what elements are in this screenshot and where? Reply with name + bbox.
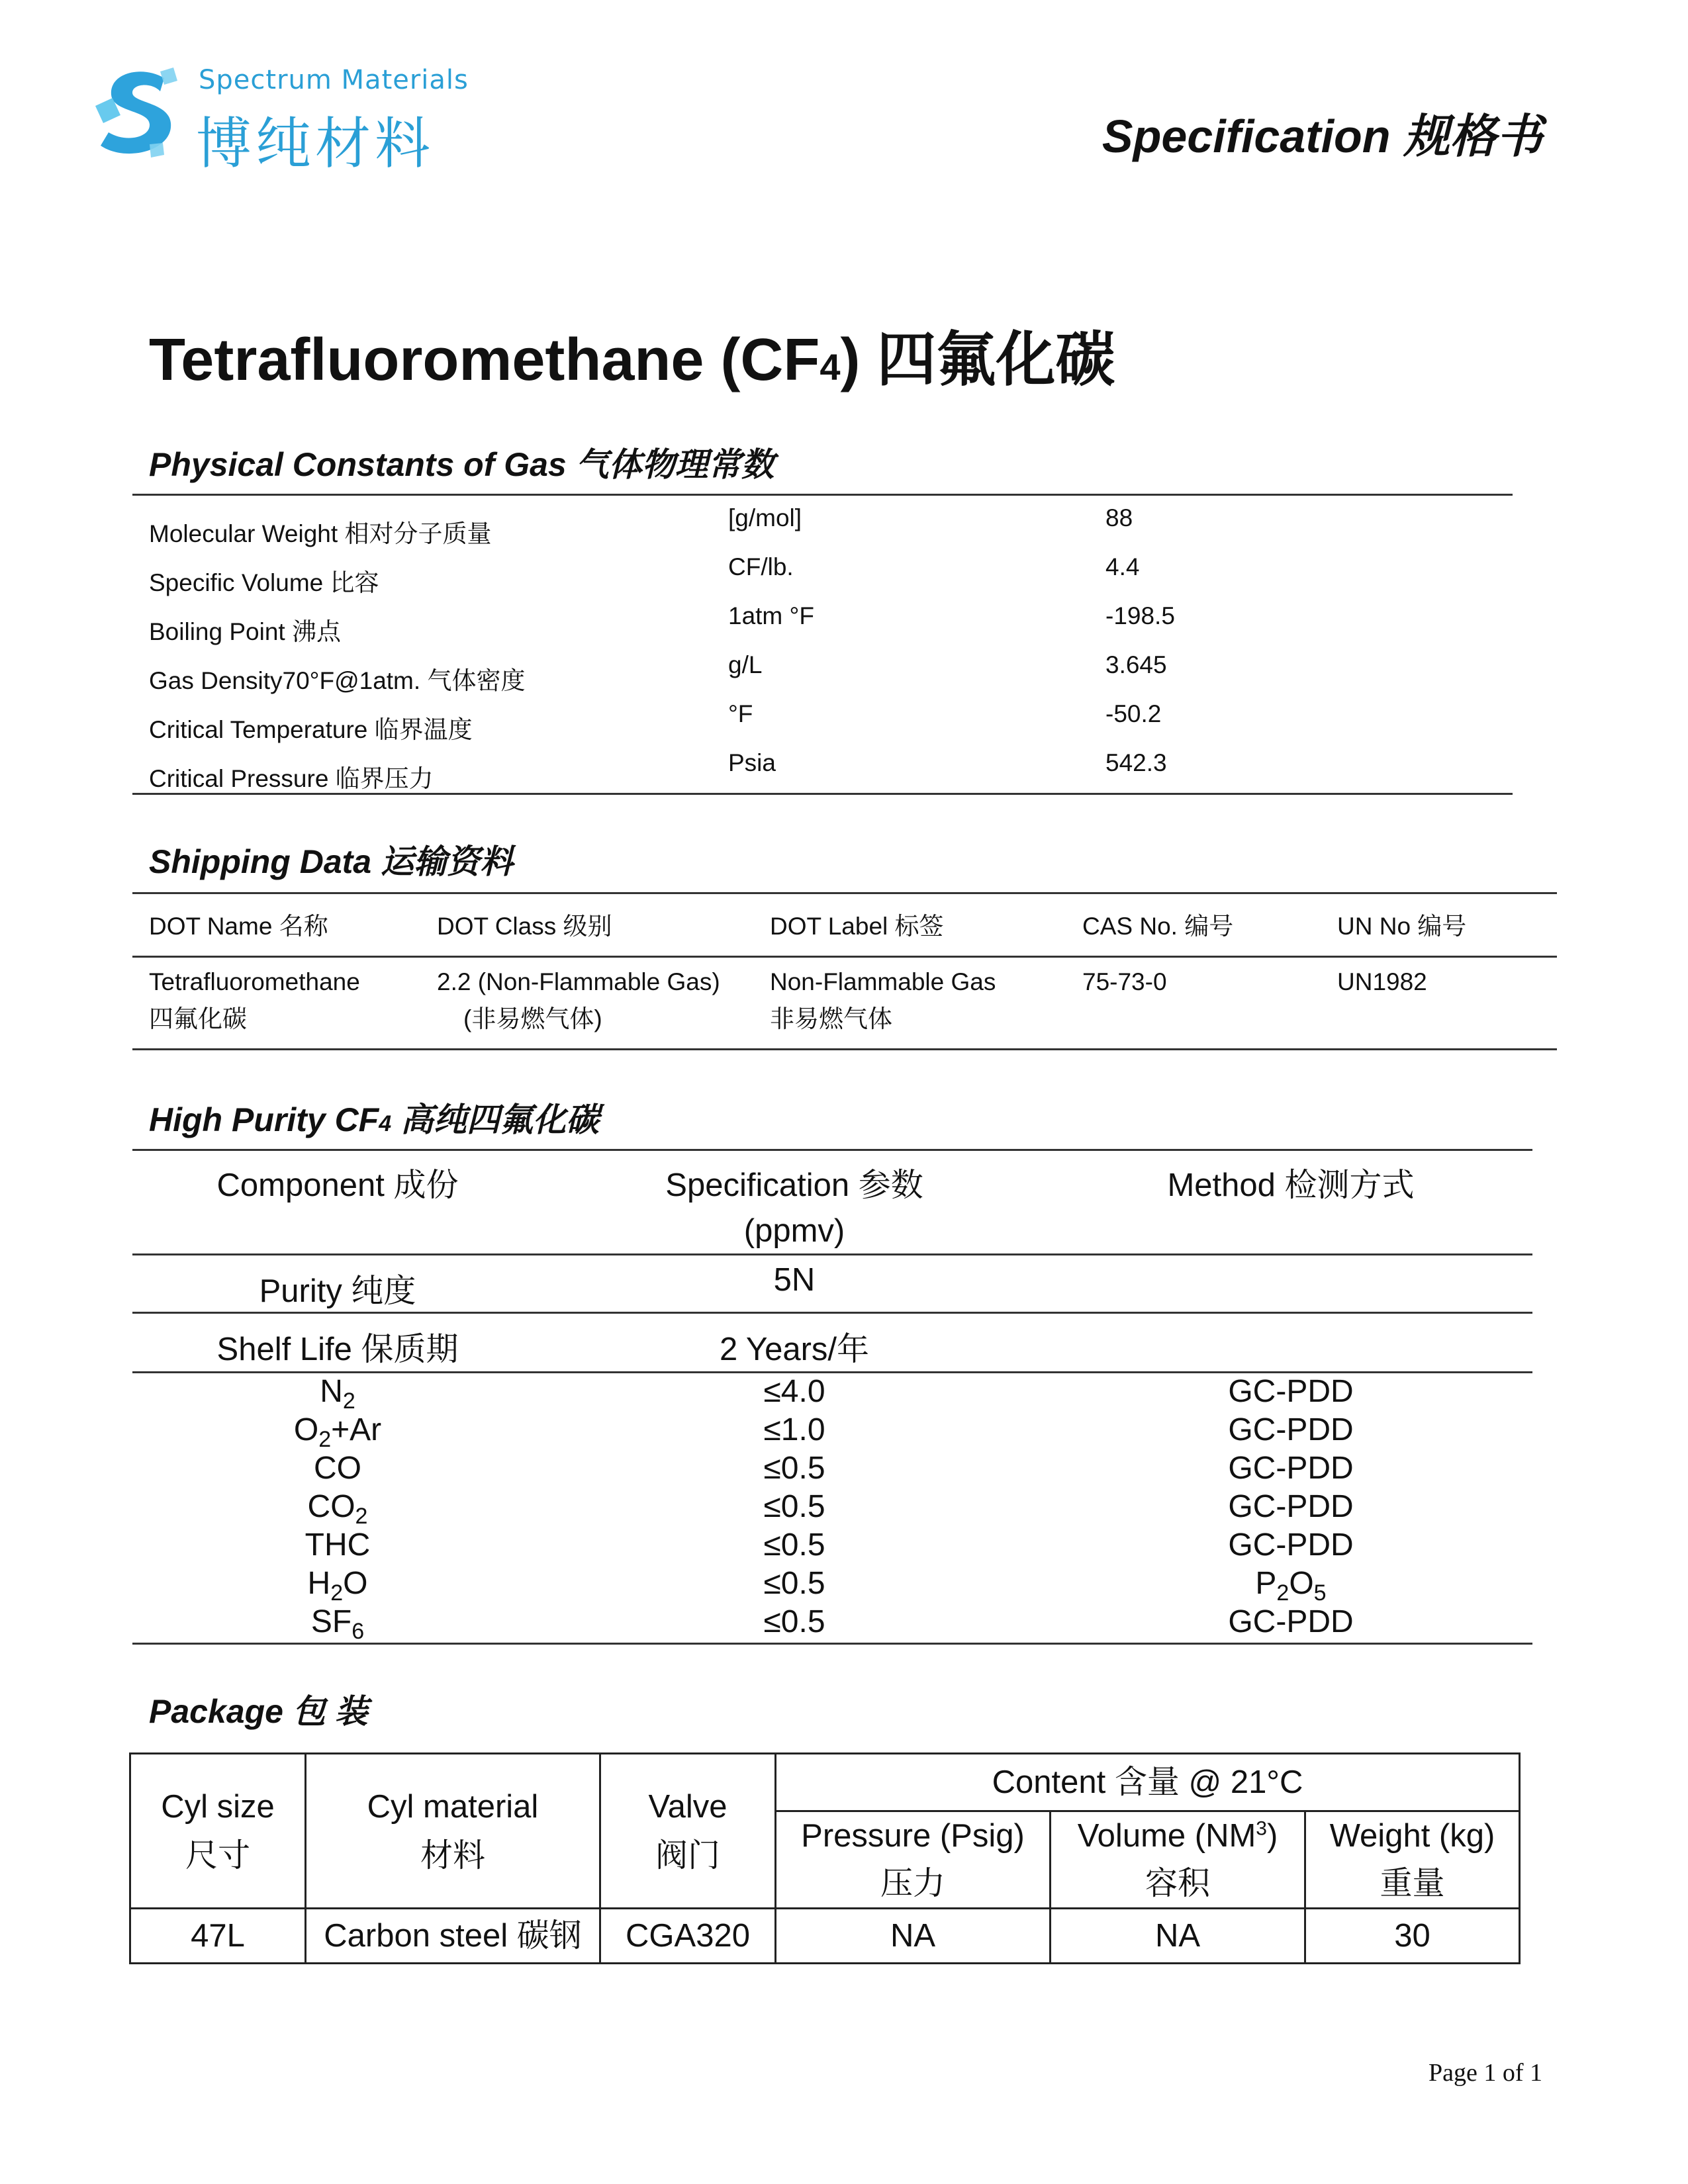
shipping-heading: Shipping Data 运输资料 [149, 843, 513, 880]
shipping-value [437, 964, 720, 1038]
document-title-main: Tetrafluoromethane (CF [149, 327, 820, 393]
impurity-row [0, 1488, 1688, 1529]
method-part: GC-PDD [1228, 1527, 1354, 1563]
method-part: GC-PDD [1228, 1604, 1354, 1639]
volume-label-part: ) [1266, 1818, 1278, 1854]
impurity-row [0, 1411, 1688, 1452]
physical-row [149, 598, 1513, 647]
document-title [149, 311, 1115, 397]
impurity-row [0, 1603, 1688, 1644]
header-label: Pressure (Psig) [801, 1818, 1025, 1854]
physical-row [149, 549, 1513, 598]
header-label: Valve [648, 1788, 727, 1825]
impurity-row [0, 1565, 1688, 1606]
header-label: Cyl size [161, 1788, 275, 1825]
physical-value: -50.2 [1105, 700, 1162, 727]
physical-name: Molecular Weight 相对分子质量 [149, 520, 492, 547]
physical-value: 3.645 [1105, 651, 1167, 678]
physical-unit: CF/lb. [728, 553, 794, 580]
physical-constants-heading: Physical Constants of Gas 气体物理常数 [149, 446, 774, 483]
impurity-spec: ≤0.5 [763, 1566, 825, 1601]
impurity-spec: ≤4.0 [763, 1374, 825, 1409]
shipping-value-line: 非易燃气体 [770, 1005, 892, 1032]
impurity-spec: ≤1.0 [763, 1412, 825, 1447]
header-label-cn: 重量 [1380, 1866, 1445, 1901]
formula-part: THC [305, 1527, 371, 1563]
shipping-header: UN No 编号 [1337, 913, 1467, 940]
column-header-component: Component 成份 [216, 1167, 459, 1203]
shelf-life-value: 2 Years/年 [719, 1332, 870, 1367]
physical-unit: [g/mol] [728, 504, 802, 531]
formula-part: CO [307, 1489, 355, 1524]
cell-weight: 30 [1305, 1909, 1520, 1964]
header-label-cn: 材料 [420, 1837, 485, 1874]
volume-label-superscript: 3 [1256, 1817, 1267, 1840]
formula-subscript: 2 [330, 1580, 344, 1606]
header-title: Specification 规格书 [1102, 111, 1542, 162]
shipping-value-line: Non-Flammable Gas [770, 968, 996, 995]
impurity-method [1046, 1603, 1536, 1644]
column-header-method: Method 检测方式 [1167, 1167, 1415, 1203]
divider [132, 892, 1557, 894]
method-part: O [1289, 1566, 1314, 1601]
shipping-value-line: 2.2 (Non-Flammable Gas) [437, 968, 720, 995]
shelf-life-label: Shelf Life 保质期 [216, 1332, 459, 1367]
shipping-value [1082, 964, 1167, 1001]
logo-text-cn: 博纯材料 [196, 111, 435, 176]
divider [132, 1149, 1532, 1151]
method-part: GC-PDD [1228, 1412, 1354, 1447]
divider [132, 956, 1557, 958]
column-header-specification-unit: (ppmv) [743, 1213, 845, 1249]
physical-name: Boiling Point 沸点 [149, 618, 341, 645]
page-number: Page 1 of 1 [1428, 2059, 1542, 2087]
formula-subscript: 2 [355, 1504, 368, 1529]
impurity-component [132, 1488, 543, 1529]
divider [132, 793, 1513, 795]
impurity-method [1046, 1565, 1536, 1606]
header-cyl-material [306, 1754, 600, 1909]
shipping-header: DOT Label 标签 [770, 913, 944, 940]
impurity-component [132, 1449, 543, 1490]
header-label: Weight (kg) [1329, 1818, 1495, 1854]
column-header-specification-label: Specification 参数 [665, 1167, 923, 1203]
method-subscript: 5 [1313, 1580, 1327, 1606]
header-label-cn: 尺寸 [185, 1837, 250, 1874]
logo-text-en: Spectrum Materials [199, 65, 469, 95]
shipping-value-line: Tetrafluoromethane [149, 968, 360, 995]
impurity-component [132, 1526, 543, 1567]
purity-heading [149, 1093, 599, 1141]
impurity-component [132, 1603, 543, 1644]
divider [132, 1312, 1532, 1314]
spectrum-logo-icon [86, 58, 192, 164]
header-label-cn: 压力 [880, 1866, 945, 1901]
impurity-spec: ≤0.5 [763, 1604, 825, 1639]
physical-value: 542.3 [1105, 749, 1167, 776]
shipping-value-line: UN1982 [1337, 968, 1427, 995]
package-row [130, 1909, 1520, 1964]
document-title-subscript: 4 [820, 346, 841, 388]
shipping-header: DOT Class 级别 [437, 913, 612, 940]
header-label: Cyl material [367, 1788, 539, 1825]
header-label-cn: 阀门 [655, 1837, 720, 1874]
impurity-spec: ≤0.5 [763, 1451, 825, 1486]
method-part: GC-PDD [1228, 1489, 1354, 1524]
formula-part: H [307, 1566, 331, 1601]
physical-unit: °F [728, 700, 753, 727]
method-part: GC-PDD [1228, 1374, 1354, 1409]
purity-value: 5N [773, 1262, 816, 1298]
column-header-specification [543, 1160, 1046, 1250]
volume-label-part: Volume (NM [1077, 1818, 1256, 1854]
shipping-value-line: 四氟化碳 [149, 1005, 247, 1032]
formula-part: +Ar [331, 1412, 382, 1447]
impurity-row [0, 1449, 1688, 1488]
shipping-value-line: (非易燃气体) [463, 1005, 602, 1032]
physical-row [149, 696, 1513, 745]
physical-value: 4.4 [1105, 553, 1140, 580]
header-cyl-size [130, 1754, 306, 1909]
header-content: Content 含量 @ 21°C [776, 1754, 1520, 1811]
physical-name: Gas Density70°F@1atm. 气体密度 [149, 667, 526, 694]
cell-volume: NA [1051, 1909, 1305, 1964]
package-heading: Package 包 装 [149, 1693, 368, 1730]
impurity-method [1046, 1488, 1536, 1529]
cell-cyl-size: 47L [130, 1909, 306, 1964]
header-label-cn: 容积 [1145, 1866, 1210, 1901]
impurity-method [1046, 1411, 1536, 1452]
physical-value: -198.5 [1105, 602, 1175, 629]
method-part: P [1255, 1566, 1277, 1601]
header-valve [600, 1754, 776, 1909]
impurity-method [1046, 1526, 1536, 1567]
header-pressure [776, 1811, 1051, 1909]
divider [132, 1048, 1557, 1050]
impurity-method [1046, 1449, 1536, 1490]
physical-name: Critical Temperature 临界温度 [149, 716, 473, 743]
impurity-spec: ≤0.5 [763, 1527, 825, 1563]
shipping-value [1337, 964, 1427, 1001]
physical-value: 88 [1105, 504, 1133, 531]
formula-part: O [343, 1566, 368, 1601]
physical-name: Critical Pressure 临界压力 [149, 765, 434, 792]
shipping-value-line: 75-73-0 [1082, 968, 1167, 995]
impurity-component [132, 1373, 543, 1414]
shipping-header: DOT Name 名称 [149, 913, 328, 940]
physical-unit: g/L [728, 651, 763, 678]
impurity-row [0, 1526, 1688, 1565]
formula-subscript: 2 [318, 1427, 332, 1452]
header-label [1051, 1812, 1304, 1860]
formula-part: CO [314, 1451, 361, 1486]
purity-heading-main: High Purity CF [149, 1101, 379, 1138]
cell-cyl-material: Carbon steel 碳钢 [306, 1909, 600, 1964]
formula-part: SF [310, 1604, 352, 1639]
document-title-rest: ) 四氟化碳 [840, 327, 1115, 393]
physical-unit: 1atm °F [728, 602, 814, 629]
method-part: GC-PDD [1228, 1451, 1354, 1486]
cell-pressure: NA [776, 1909, 1051, 1964]
divider [132, 1643, 1532, 1645]
physical-row [149, 647, 1513, 696]
purity-heading-subscript: 4 [379, 1111, 392, 1136]
header-volume [1051, 1811, 1305, 1909]
shipping-value [770, 964, 996, 1038]
physical-unit: Psia [728, 749, 776, 776]
impurity-component [132, 1565, 543, 1606]
impurity-method [1046, 1373, 1536, 1414]
package-table [129, 1752, 1521, 1964]
divider [132, 1253, 1532, 1255]
shipping-header: CAS No. 编号 [1082, 913, 1234, 940]
physical-row [149, 500, 1513, 549]
shipping-value [149, 964, 360, 1038]
impurity-component [132, 1411, 543, 1452]
impurity-row [0, 1373, 1688, 1414]
formula-part: N [320, 1374, 343, 1409]
physical-row [149, 745, 1513, 794]
method-subscript: 2 [1276, 1580, 1289, 1606]
formula-part: O [293, 1412, 319, 1447]
formula-subscript: 6 [352, 1619, 365, 1644]
cell-valve: CGA320 [600, 1909, 776, 1964]
header-weight [1305, 1811, 1520, 1909]
impurity-spec: ≤0.5 [763, 1489, 825, 1524]
divider [132, 494, 1513, 496]
formula-subscript: 2 [342, 1388, 355, 1414]
purity-label: Purity 纯度 [259, 1273, 416, 1309]
physical-name: Specific Volume 比容 [149, 569, 379, 596]
purity-heading-rest: 高纯四氟化碳 [391, 1101, 600, 1138]
